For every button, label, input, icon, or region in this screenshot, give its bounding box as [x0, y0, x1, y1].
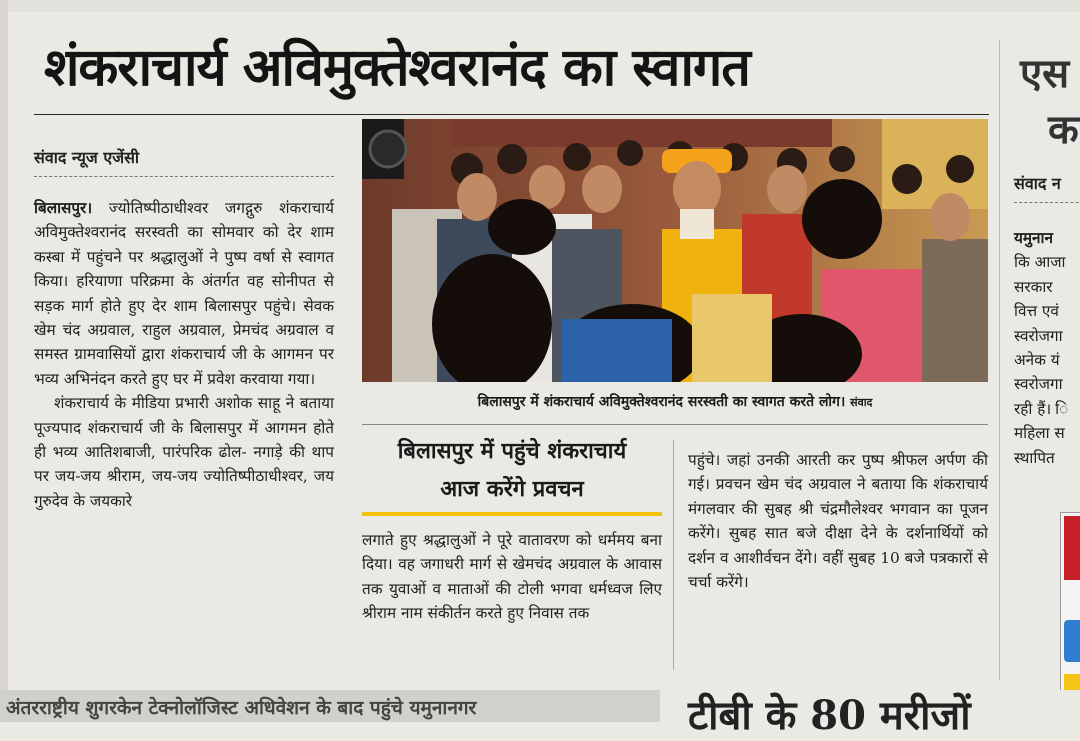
- adjacent-headline-line-1: एस: [1020, 50, 1070, 97]
- caption-rule: [362, 424, 988, 425]
- subheadline-accent-bar: [362, 512, 662, 516]
- ad-yellow-block: [1064, 674, 1080, 690]
- bottom-headline: टीबी के 80 मरीजों: [688, 692, 971, 739]
- crowd-photo-illustration: [362, 119, 988, 382]
- byline: संवाद न्यूज एजेंसी: [34, 148, 140, 167]
- page-left-edge: [0, 0, 8, 722]
- photo-credit: संवाद: [850, 396, 873, 409]
- article-paragraph-2: शंकराचार्य के मीडिया प्रभारी अशोक साहू ने बताया पूज्यपाद शंकराचार्य जी के बिलासपुर में आगमन होते ही भव्य आतिशबाजी, पारंपरिक ढोल- नगाड़े की थाप पर जय-जय श्रीराम, जय-जय ज्योतिष्पीठाधीश्वर, जय गुरुदेव के जयकारे: [34, 394, 334, 510]
- ad-blue-block: [1064, 620, 1080, 662]
- bottom-headline-strip: अंतरराष्ट्रीय शुगरकेन टेक्नोलॉजिस्ट अधिवेशन के बाद पहुंचे यमुनानगर: [6, 697, 477, 719]
- adjacent-byline: संवाद न: [1014, 174, 1061, 193]
- article-paragraph-1: बिलासपुर। ज्योतिष्पीठाधीश्वर जगद्गुरु शंकराचार्य अविमुक्तेश्वरानंद सरस्वती का सोमवार को देर शाम कस्बा में पहुंचने पर श्रद्धालुओं ने पुष्प वर्षा से स्वागत किया। हरियाणा परिक्रमा के अंतर्गत वह सोनीपत से सड़क मार्ग होते हुए देर शाम बिलासपुर पहुंचे। सेवक खेम चंद अग्रवाल, राहुल अग्रवाल, प्रेमचंद अग्रवाल व समस्त ग्रामवासियों द्वारा शंकराचार्य जी के आगमन पर भव्य अभिनंदन करते हुए घर में प्रवेश करवाया गया।: [34, 199, 334, 388]
- subheadline: [362, 433, 662, 509]
- ad-red-block: [1064, 516, 1080, 580]
- dateline: बिलासपुर।: [34, 199, 93, 217]
- article-right-column: पहुंचे। जहां उनकी आरती कर पुष्प श्रीफल अर्पण की गई। प्रवचन खेम चंद अग्रवाल ने बताया कि शंकराचार्य मंगलवार की सुबह श्री चंद्रमौलेश्वर भगवान का पूजन करेंगे। सुबह सात बजे दीक्षा देने के दर्शनार्थियों को दर्शन व आशीर्वचन देंगे। वहीं सुबह 10 बजे पत्रकारों से चर्चा करेंगे।: [688, 451, 988, 592]
- adjacent-article-text: यमुनान कि आजा सरकार वित्त एवं स्वरोजगा अनेक यं स्वरोजगा रही हैं। ि महिला स स्थापित: [1014, 229, 1069, 467]
- previous-page-strip: [0, 0, 1080, 12]
- article-middle-column: लगाते हुए श्रद्धालुओं ने पूरे वातावरण को धर्ममय बना दिया। वह जगाधरी मार्ग से खेमचंद अग्रवाल के आवास तक युवाओं व माताओं की टोली भगवा धर्मध्वज लिए श्रीराम नाम संकीर्तन करते हुए निवास तक: [362, 531, 662, 623]
- photo-caption: बिलासपुर में शंकराचार्य अविमुक्तेश्वरानंद सरस्वती का स्वागत करते लोग। संवाद: [477, 394, 873, 410]
- column-divider-right: [999, 40, 1000, 680]
- headline-rule: [34, 114, 989, 115]
- article-left-column: [34, 196, 334, 513]
- subheadline-line-1: बिलासपुर में पहुंचे शंकराचार्य: [397, 439, 627, 464]
- news-photo: [362, 119, 988, 382]
- subheadline-line-2: आज करेंगे प्रवचन: [440, 477, 584, 502]
- byline-rule: [34, 176, 334, 177]
- adjacent-article: [1008, 0, 1080, 690]
- main-headline: शंकराचार्य अविमुक्तेश्वरानंद का स्वागत: [44, 37, 750, 98]
- adjacent-byline-rule: [1014, 202, 1080, 203]
- adjacent-headline-line-2: क: [1048, 106, 1079, 153]
- column-divider: [673, 440, 674, 670]
